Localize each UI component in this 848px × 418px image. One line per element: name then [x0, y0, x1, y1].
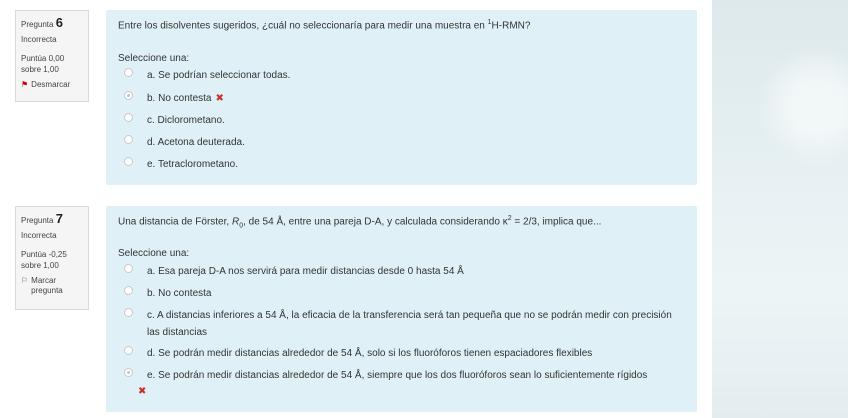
question-label: Pregunta: [21, 216, 54, 225]
question-text-sup: 2: [507, 215, 512, 222]
question-text-sub: 0: [239, 222, 244, 230]
answer-option-a[interactable]: [124, 263, 684, 280]
answer-label: e. Se podrán medir distancias alrededor de 54 Å, siempre que los dos fluoróforos sean lo suficientemente rígidos: [147, 370, 648, 381]
question-content-7: [106, 206, 697, 412]
flag-icon: ⚐: [21, 276, 29, 285]
answer-radio[interactable]: [124, 368, 133, 377]
question-grade: Puntúa -0,25 sobre 1,00: [21, 250, 67, 270]
question-text-part: Entre los disolventes sugeridos, ¿cuál no seleccionaría para medir una muestra en: [118, 20, 488, 32]
answer-label: e. Tetraclorometano.: [147, 159, 238, 170]
answer-label: a. Se podrían seleccionar todas.: [147, 70, 291, 81]
question-text-part: , de 54 Å, entre una pareja D-A, y calculada considerando κ: [243, 216, 508, 228]
answer-option-b[interactable]: [124, 90, 224, 107]
flag-question-button[interactable]: [21, 80, 83, 90]
answer-option-a[interactable]: [124, 67, 290, 84]
question-number-value: 7: [55, 211, 63, 226]
answer-option-c[interactable]: [124, 112, 225, 129]
question-state: Incorrecta: [21, 231, 57, 240]
answer-radio[interactable]: [124, 113, 133, 122]
answer-option-d[interactable]: [124, 134, 245, 151]
answer-radio[interactable]: [124, 135, 133, 144]
answer-label: c. Diclorometano.: [147, 115, 225, 126]
flag-icon: ⚑: [21, 80, 29, 89]
answer-radio[interactable]: [124, 286, 133, 295]
answer-radio[interactable]: [124, 308, 133, 317]
answer-label: a. Esa pareja D-A nos servirá para medir distancias desde 0 hasta 54 Å: [147, 266, 464, 277]
answer-radio[interactable]: [124, 157, 133, 166]
question-grade: Puntúa 0,00 sobre 1,00: [21, 54, 65, 74]
flag-label: Marcar pregunta: [31, 276, 63, 295]
question-text-sup: 1: [487, 19, 492, 26]
answer-radio[interactable]: [124, 91, 133, 100]
flag-question-button[interactable]: [21, 276, 83, 296]
answer-option-d[interactable]: [124, 345, 684, 362]
flag-label: Desmarcar: [31, 80, 71, 89]
answer-option-b[interactable]: [124, 285, 684, 302]
question-number-value: 6: [55, 15, 63, 30]
question-text-var: R: [231, 216, 240, 228]
answer-option-c[interactable]: [124, 307, 679, 341]
answer-radio[interactable]: [124, 68, 133, 77]
question-state: Incorrecta: [21, 35, 57, 44]
question-info-6: [15, 10, 89, 102]
question-text-part: H-RMN?: [491, 20, 531, 32]
question-text: [118, 19, 530, 31]
answer-option-e[interactable]: [124, 367, 684, 384]
incorrect-mark: ✖: [138, 386, 147, 397]
question-content-6: [106, 10, 697, 185]
background-decoration: [712, 0, 848, 418]
question-label: Pregunta: [21, 20, 54, 29]
answer-label: c. A distancias inferiores a 54 Å, la eficacia de la transferencia será tan pequeña que no se podrán medir con precisión las distancias: [147, 310, 672, 338]
answer-label: d. Se podrán medir distancias alrededor de 54 Å, solo si los fluoróforos tienen espaciadores flexibles: [147, 348, 593, 359]
answer-label: d. Acetona deuterada.: [147, 137, 245, 148]
answer-prompt: Seleccione una:: [118, 248, 190, 259]
answer-option-e[interactable]: [124, 156, 238, 173]
incorrect-icon: [138, 386, 146, 397]
answer-label: b. No contesta: [147, 288, 212, 299]
question-text: [118, 215, 601, 229]
answer-prompt: Seleccione una:: [118, 53, 190, 64]
answer-label-text: b. No contesta: [147, 93, 212, 104]
answer-radio[interactable]: [124, 346, 133, 355]
question-text-part: Una distancia de Förster,: [118, 216, 232, 228]
answer-radio[interactable]: [124, 264, 133, 273]
question-number: [21, 15, 83, 30]
incorrect-icon: ✖: [215, 93, 224, 104]
question-text-part: = 2/3, implica que...: [511, 216, 602, 228]
answer-label: [147, 90, 224, 107]
question-info-7: [15, 206, 89, 310]
question-number: [21, 211, 83, 226]
